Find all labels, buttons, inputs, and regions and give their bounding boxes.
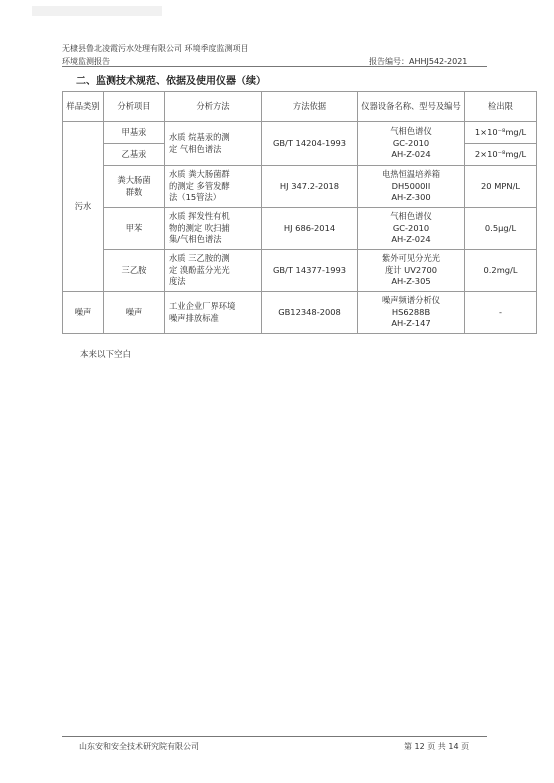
header-report-number: 报告编号：AHHJ542-2021	[369, 57, 468, 66]
header-watermark	[32, 6, 162, 16]
item-cell: 甲苯	[104, 208, 165, 250]
header-rule	[62, 66, 487, 67]
instrument-cell: 气相色谱仪 GC-2010 AH-Z-024	[358, 122, 465, 166]
item-cell: 三乙胺	[104, 250, 165, 292]
limit-cell: -	[465, 292, 537, 334]
limit-cell: 20 MPN/L	[465, 166, 537, 208]
table-row	[63, 122, 537, 144]
basis-cell: HJ 347.2-2018	[262, 166, 358, 208]
item-cell: 乙基汞	[104, 144, 165, 166]
item-cell: 噪声	[104, 292, 165, 334]
header-report-type: 环境监测报告	[62, 57, 110, 66]
footer-rule	[62, 736, 487, 737]
basis-cell: GB12348-2008	[262, 292, 358, 334]
footer-page-number: 第 12 页 共 14 页	[404, 742, 470, 751]
basis-cell: GB/T 14377-1993	[262, 250, 358, 292]
table-row	[63, 292, 537, 334]
category-noise: 噪声	[63, 292, 104, 334]
limit-cell: 2×10⁻⁸mg/L	[465, 144, 537, 166]
header-instrument: 仪器设备名称、型号及编号	[358, 92, 465, 122]
limit-cell: 1×10⁻⁸mg/L	[465, 122, 537, 144]
header-method-basis: 方法依据	[262, 92, 358, 122]
header-analysis-method: 分析方法	[165, 92, 262, 122]
method-cell: 工业企业厂界环境 噪声排放标准	[165, 292, 262, 334]
header-project-line: 无棣县鲁北凌霞污水处理有限公司 环境季度监测项目	[62, 44, 249, 53]
method-cell: 水质 粪大肠菌群 的测定 多管发酵 法（15管法）	[165, 166, 262, 208]
method-cell: 水质 三乙胺的测 定 溴酚蓝分光光 度法	[165, 250, 262, 292]
limit-cell: 0.5μg/L	[465, 208, 537, 250]
basis-cell: HJ 686-2014	[262, 208, 358, 250]
table-row	[63, 166, 537, 208]
item-cell: 甲基汞	[104, 122, 165, 144]
end-note: 本来以下空白	[80, 350, 132, 360]
limit-cell: 0.2mg/L	[465, 250, 537, 292]
header-detection-limit: 检出限	[465, 92, 537, 122]
header-sample-category: 样品类别	[63, 92, 104, 122]
instrument-cell: 紫外可见分光光 度计 UV2700 AH-Z-305	[358, 250, 465, 292]
table-row	[63, 208, 537, 250]
table-row	[63, 250, 537, 292]
footer-company: 山东安和安全技术研究院有限公司	[79, 742, 199, 751]
item-cell: 粪大肠菌群数	[104, 166, 165, 208]
basis-cell: GB/T 14204-1993	[262, 122, 358, 166]
header-analysis-item: 分析项目	[104, 92, 165, 122]
instrument-cell: 气相色谱仪 GC-2010 AH-Z-024	[358, 208, 465, 250]
monitoring-methods-table	[62, 91, 537, 334]
table-header-row	[63, 92, 537, 122]
method-cell: 水质 挥发性有机 物的测定 吹扫捕 集/气相色谱法	[165, 208, 262, 250]
section-title: 二、监测技术规范、依据及使用仪器（续）	[76, 76, 266, 87]
instrument-cell: 噪声频谱分析仪 HS6288B AH-Z-147	[358, 292, 465, 334]
category-wastewater: 污水	[63, 122, 104, 292]
instrument-cell: 电热恒温培养箱 DH5000II AH-Z-300	[358, 166, 465, 208]
method-cell: 水质 烷基汞的测 定 气相色谱法	[165, 122, 262, 166]
